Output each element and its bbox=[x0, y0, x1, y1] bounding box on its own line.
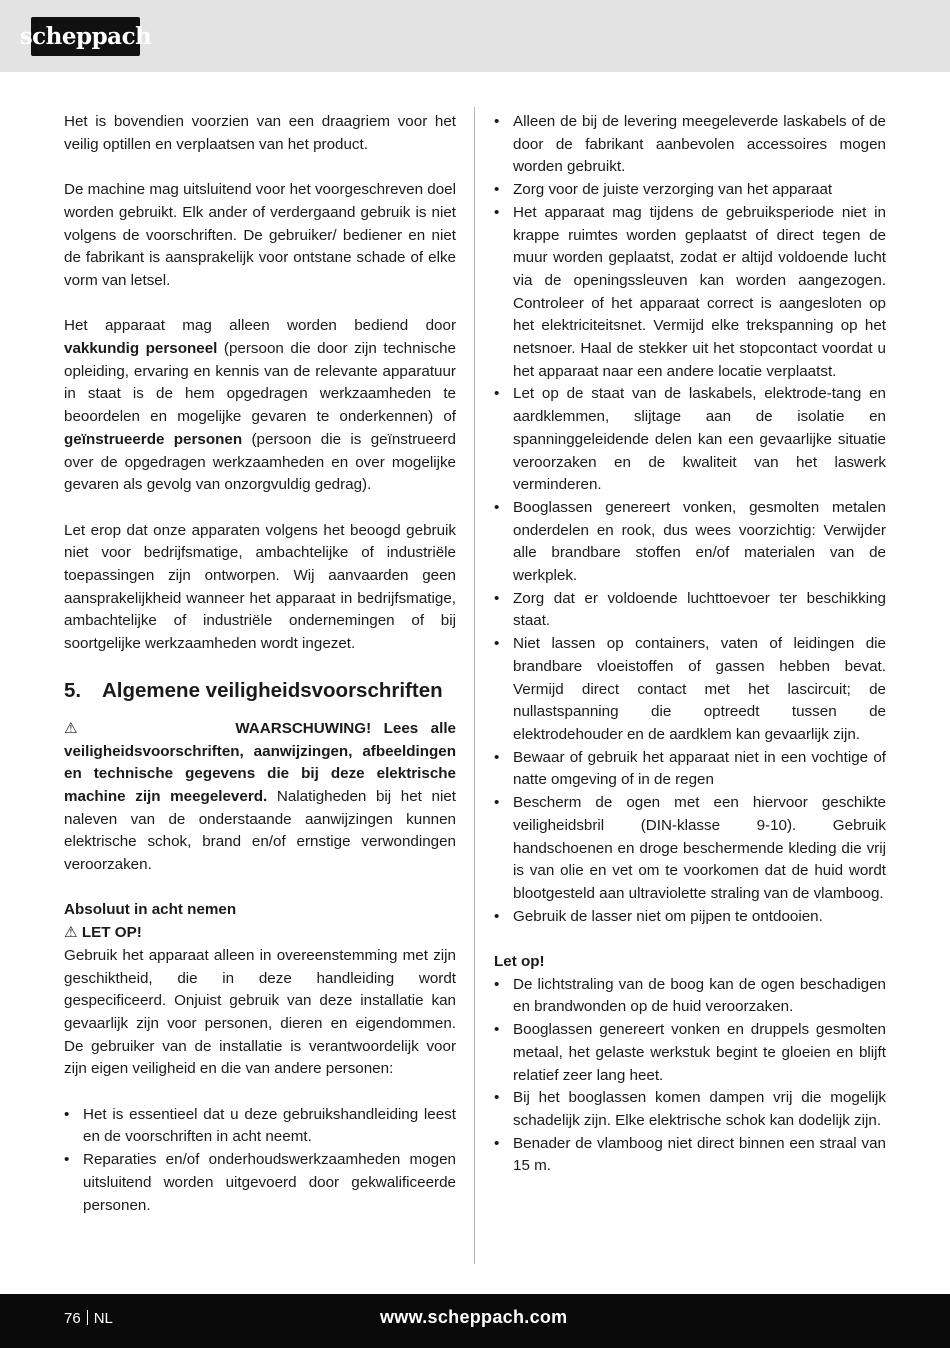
list-item: • Booglassen genereert vonken en druppels gesmolten metaal, het gelaste werkstuk begint te gloeien en blijft relatief zeer lang heet. bbox=[494, 1019, 886, 1087]
list-item: • Zorg voor de juiste verzorging van het apparaat bbox=[494, 179, 886, 202]
scheppach-logo: scheppach bbox=[31, 17, 140, 56]
list-item: • Het is essentieel dat u deze gebruikshandleiding leest en de voorschriften in acht neemt. bbox=[64, 1104, 456, 1149]
letop-heading: Let op! bbox=[494, 953, 545, 970]
paragraph-carry-strap: Het is bovendien voorzien van een draagriem voor het veilig optillen en verplaatsen van het product. bbox=[64, 113, 456, 153]
right-bullet-list-2 bbox=[494, 974, 886, 1178]
list-item: • Bescherm de ogen met een hiervoor geschikte veiligheidsbril (DIN-klasse 9-10). Gebruik handschoenen en droge beschermende kleding die vrij is van olie en vet om te voorkomen dat de huid wordt blootgesteld aan ultraviolette straling van de vlamboog. bbox=[494, 792, 886, 906]
right-bullet-list bbox=[494, 111, 886, 928]
absolute-heading: Absoluut in acht nemen bbox=[64, 901, 237, 919]
list-item: • Booglassen genereert vonken, gesmolten metalen onderdelen en rook, dus wees voorzichtig: Verwijder alle brandbare stoffen en/of materialen van de werkplek. bbox=[494, 497, 886, 588]
website-url: www.scheppach.com bbox=[380, 1307, 568, 1327]
list-item: • Alleen de bij de levering meegeleverde laskabels of de door de fabrikant aanbevolen accessoires mogen worden gebruikt. bbox=[494, 111, 886, 179]
paragraph-qualified-personnel: Het apparaat mag alleen worden bediend door vakkundig personeel (persoon die door zijn technische opleiding, ervaring en kennis van de relevante apparatuur in staat is de hem opgedragen werkzaamheden te beoordelen en mogelijke gevaren te onderkennen) of geïnstrueerde personen (persoon die is geïnstrueerd over de opgedragen werkzaamheden en over mogelijke gevaren als gevolg van onzorgvuldig gedrag). bbox=[64, 317, 456, 494]
footer-bar bbox=[0, 1294, 950, 1348]
list-item: • Niet lassen op containers, vaten of leidingen die brandbare vloeistoffen of gassen hebben bevat. Vermijd direct contact met het lascircuit; de nullastspanning die optreedt tussen de elektrodehouder en de aardklem kan gevaarlijk zijn. bbox=[494, 633, 886, 747]
list-item: • Zorg dat er voldoende luchttoevoer ter beschikking staat. bbox=[494, 588, 886, 633]
left-column bbox=[64, 111, 456, 1217]
right-column bbox=[494, 111, 886, 1178]
list-item: • Gebruik de lasser niet om pijpen te ontdooien. bbox=[494, 906, 886, 929]
section-heading: 5. Algemene veiligheidsvoorschriften bbox=[64, 678, 443, 702]
page-number: 76 bbox=[64, 1310, 81, 1327]
warning-triangle-icon: ⚠ bbox=[64, 924, 78, 942]
column-divider bbox=[474, 107, 475, 1264]
list-item: • Let op de staat van de laskabels, elektrode-tang en aardklemmen, slijtage aan de isolatie en spanninggeleidende delen kan een gevaarlijke situatie veroorzaken en de kwaliteit van het laswerk verminderen. bbox=[494, 383, 886, 497]
list-item: • Bij het booglassen komen dampen vrij die mogelijk schadelijk zijn. Elke elektrische schok kan dodelijk zijn. bbox=[494, 1087, 886, 1132]
warning-paragraph: ⚠ WAARSCHUWING! Lees alle veiligheidsvoorschriften, aanwijzingen, afbeeldingen en technische gegevens die bij deze elektrische machine zijn meegeleverd. Nalatigheden bij het niet naleven van de onderstaande aanwijzingen kunnen elektrische schok, brand en/of ernstige verwondingen veroorzaken. bbox=[64, 719, 456, 874]
paragraph-usage: Gebruik het apparaat alleen in overeenstemming met zijn geschiktheid, die in deze handleiding wordt gespecificeerd. Onjuist gebruik van deze installatie kan gevaarlijk zijn voor personen, dieren en eigendommen. De gebruiker van de installatie is verantwoordelijk voor zijn eigen veiligheid en die van andere personen: bbox=[64, 946, 456, 1078]
page-info bbox=[64, 1310, 113, 1327]
warning-triangle-icon: ⚠ bbox=[64, 719, 86, 737]
header-bar bbox=[0, 0, 950, 72]
list-item: • Het apparaat mag tijdens de gebruiksperiode niet in krappe ruimtes worden geplaatst of direct tegen de muur worden geplaatst, zodat er altijd voldoende lucht via de openingssleuven kan worden aangezogen. Controleer of het apparaat correct is aangesloten op het elektriciteitsnet. Vermijd elke trekspanning op het netsnoer. Haal de stekker uit het stopcontact voordat u het apparaat naar een andere locatie verplaatst. bbox=[494, 202, 886, 384]
left-bullet-list bbox=[64, 1104, 456, 1218]
list-item: • De lichtstraling van de boog kan de ogen beschadigen en brandwonden op de huid veroorzaken. bbox=[494, 974, 886, 1019]
list-item: • Reparaties en/of onderhoudswerkzaamheden mogen uitsluitend worden uitgevoerd door gekwalificeerde personen. bbox=[64, 1149, 456, 1217]
language-code: NL bbox=[93, 1310, 113, 1327]
letop-label-line: ⚠ LET OP! bbox=[64, 924, 142, 942]
paragraph-intended-use: De machine mag uitsluitend voor het voorgeschreven doel worden gebruikt. Elk ander of verdergaand gebruik is niet volgens de voorschriften. De gebruiker/ bediener en niet de fabrikant is aansprakelijk voor ontstane schade of elke vorm van letsel. bbox=[64, 181, 456, 289]
list-item: • Benader de vlamboog niet direct binnen een straal van 15 m. bbox=[494, 1133, 886, 1178]
paragraph-liability: Let erop dat onze apparaten volgens het beoogd gebruik niet voor bedrijfsmatige, ambachtelijke of industriële toepassingen zijn ontworpen. Wij aanvaarden geen aansprakelijkheid wanneer het apparaat in bedrijfsmatige, ambachtelijke of industriële ondernemingen of bij soortgelijke werkzaamheden wordt ingezet. bbox=[64, 521, 456, 653]
list-item: • Bewaar of gebruik het apparaat niet in een vochtige of natte omgeving of in de regen bbox=[494, 747, 886, 792]
